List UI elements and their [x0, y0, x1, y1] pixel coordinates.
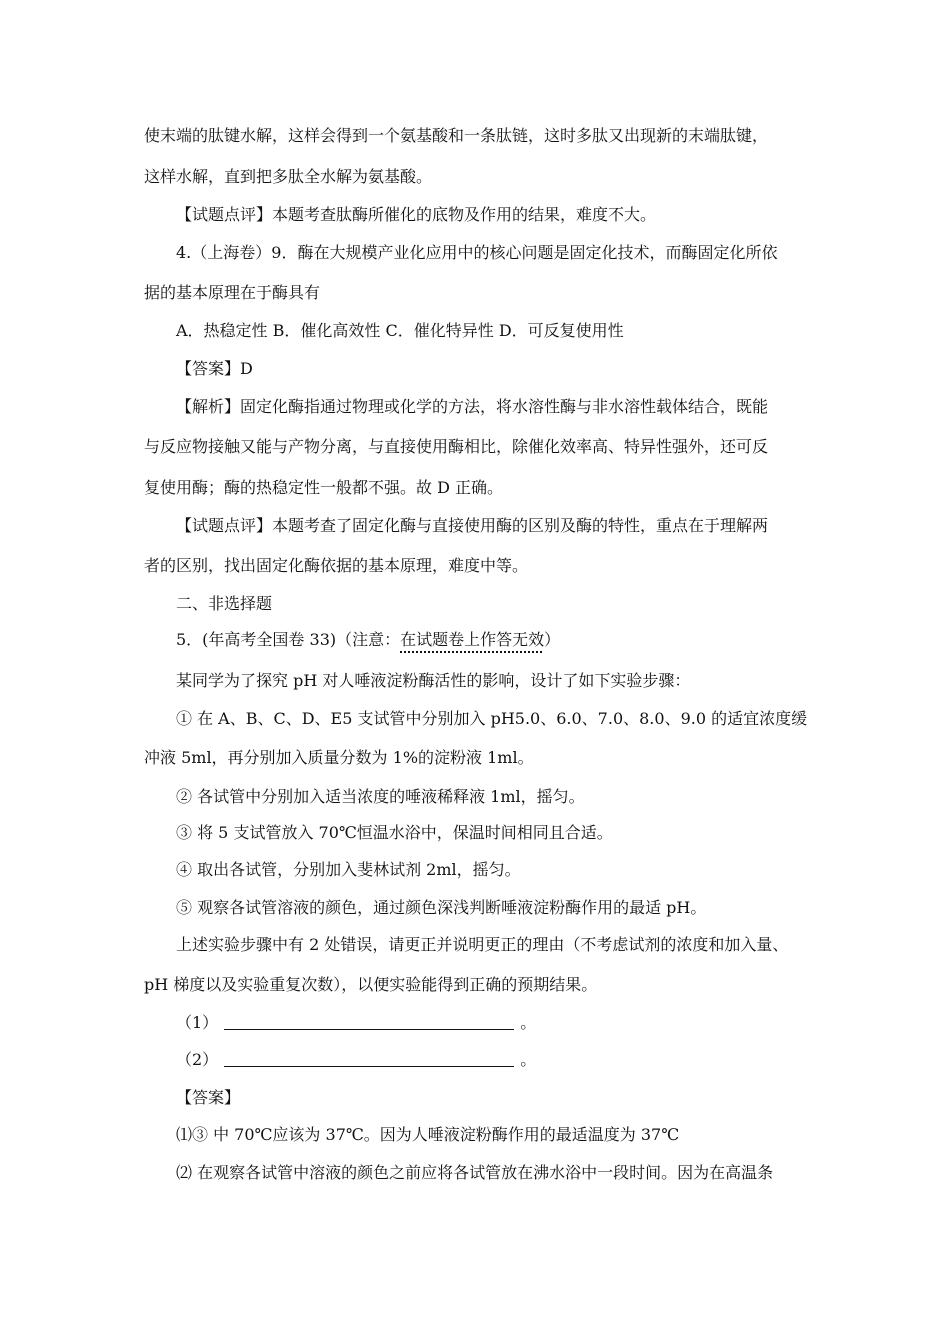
blank-answer-2 [176, 1049, 536, 1071]
text-line: pH 梯度以及实验重复次数），以便实验能得到正确的预期结果。 [144, 975, 598, 994]
question-5-line [176, 629, 560, 651]
text-line: 上述实验步骤中有 2 处错误，请更正并说明更正的理由（不考虑试剂的浓度和加入量、 [176, 935, 789, 954]
analysis-line: 【解析】固定化酶指通过物理或化学的方法，将水溶性酶与非水溶性载体结合，既能 [176, 397, 769, 416]
text-line: 复使用酶；酶的热稳定性一般都不强。故 D 正确。 [144, 478, 504, 497]
text-line: 者的区别，找出固定化酶依据的基本原理，难度中等。 [144, 556, 529, 575]
answer-1-line: ⑴③ 中 70℃应该为 37℃。因为人唾液淀粉酶作用的最适温度为 37℃ [176, 1125, 680, 1144]
answer-line: 【答案】D [176, 359, 253, 378]
question-5-suffix: ） [544, 630, 561, 649]
fill-in-blank[interactable] [224, 1050, 514, 1067]
comment-line: 【试题点评】本题考查肽酶所催化的底物及作用的结果，难度不大。 [176, 205, 657, 224]
text-line: 使末端的肽键水解，这样会得到一个氨基酸和一条肽链，这时多肽又出现新的末端肽键， [144, 126, 769, 145]
step-4-line: ④ 取出各试管，分别加入斐林试剂 2ml，摇匀。 [176, 860, 521, 879]
step-3-line: ③ 将 5 支试管放入 70℃恒温水浴中，保温时间相同且合适。 [176, 823, 613, 842]
text-line: 与反应物接触又能与产物分离，与直接使用酶相比，除催化效率高、特异性强外，还可反 [144, 437, 769, 456]
emphasis-text: 在试题卷上作答无效 [400, 630, 545, 649]
comment-line: 【试题点评】本题考查了固定化酶与直接使用酶的区别及酶的特性，重点在于理解两 [176, 516, 769, 535]
step-2-line: ② 各试管中分别加入适当浓度的唾液稀释液 1ml，摇匀。 [176, 787, 585, 806]
step-5-line: ⑤ 观察各试管溶液的颜色，通过颜色深浅判断唾液淀粉酶作用的最适 pH。 [176, 898, 707, 917]
text-line: 这样水解，直到把多肽全水解为氨基酸。 [144, 167, 433, 186]
blank-label: （2） [176, 1050, 219, 1069]
step-1-line: ① 在 A、B、C、D、E5 支试管中分别加入 pH5.0、6.0、7.0、8.0、9.0 的适宜浓度缓 [176, 709, 808, 728]
text-line: 冲液 5ml，再分别加入质量分数为 1%的淀粉液 1ml。 [144, 748, 534, 767]
blank-answer-1 [176, 1012, 536, 1034]
blank-period: 。 [520, 1050, 537, 1069]
text-line: 某同学为了探究 pH 对人唾液淀粉酶活性的影响，设计了如下实验步骤： [176, 671, 691, 690]
answer-2-line: ⑵ 在观察各试管中溶液的颜色之前应将各试管放在沸水浴中一段时间。因为在高温条 [176, 1163, 774, 1182]
answer-heading: 【答案】 [176, 1088, 241, 1107]
section-heading: 二、非选择题 [176, 594, 273, 613]
question-4-line: 4.（上海卷）9．酶在大规模产业化应用中的核心问题是固定化技术，而酶固定化所依 [176, 243, 778, 262]
text-line: 据的基本原理在于酶具有 [144, 283, 321, 302]
blank-label: （1） [176, 1013, 219, 1032]
fill-in-blank[interactable] [224, 1013, 514, 1030]
blank-period: 。 [520, 1013, 537, 1032]
question-5-prefix: 5．(年高考全国卷 33)（注意： [176, 630, 401, 649]
options-line: A．热稳定性 B．催化高效性 C．催化特异性 D．可反复使用性 [176, 321, 624, 340]
